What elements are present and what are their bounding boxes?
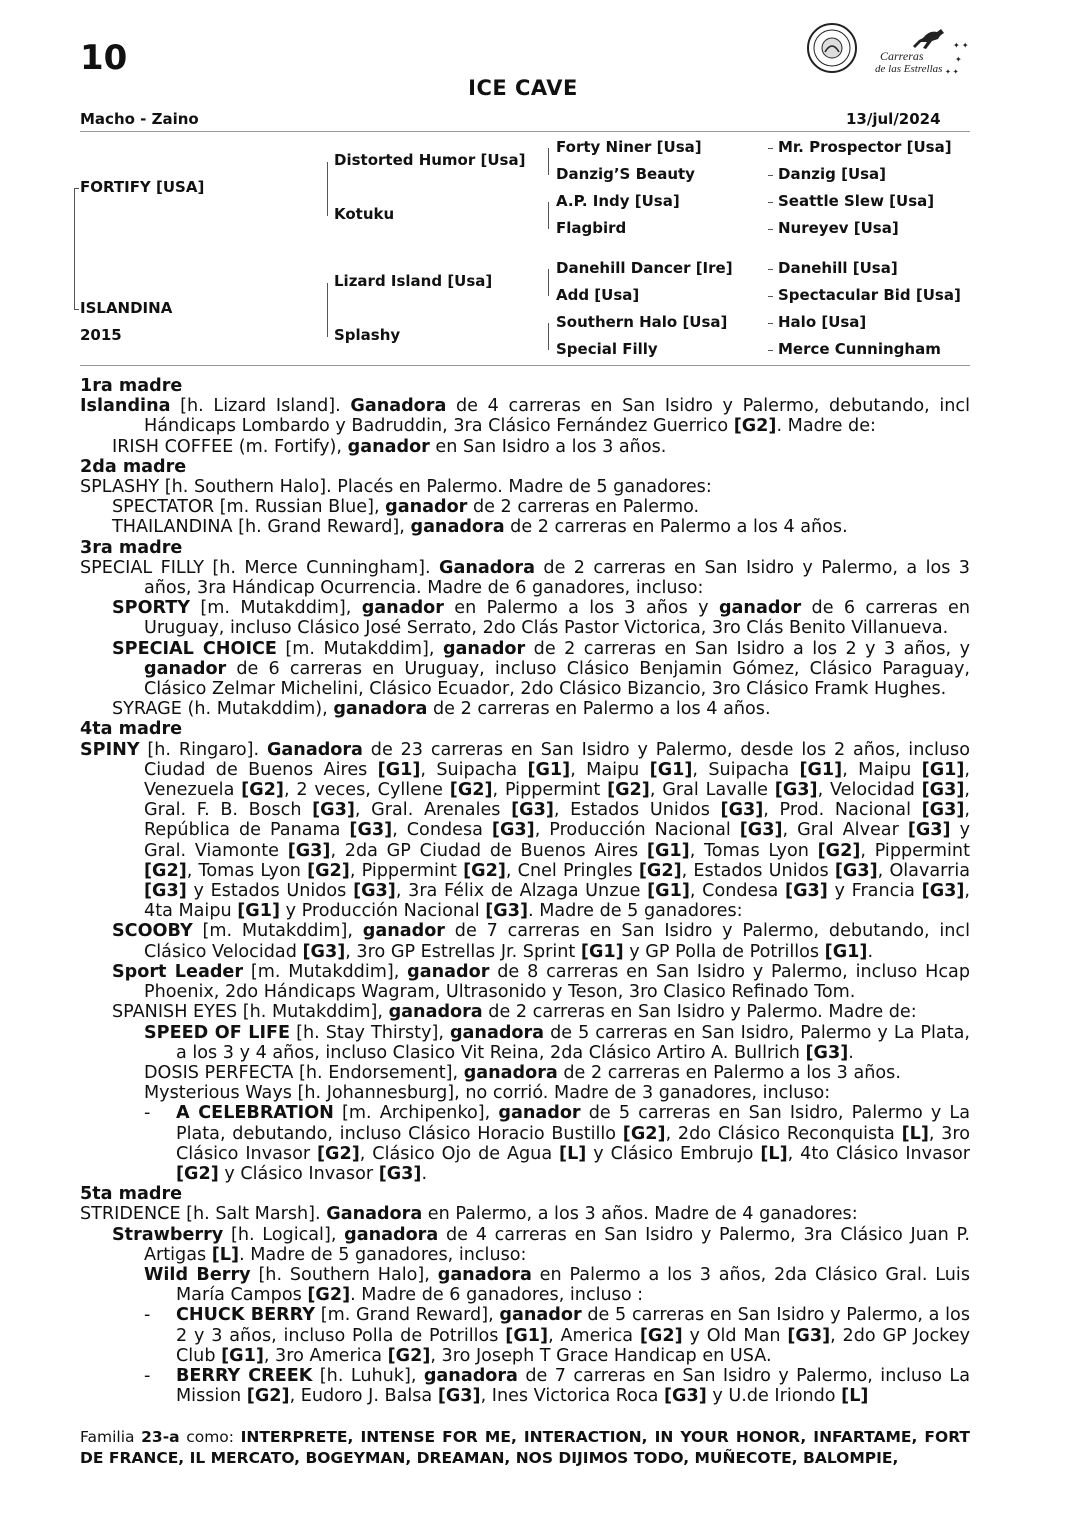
pedigree-g3-1: Forty Niner [Usa] (556, 138, 702, 156)
pedigree-g2-3: Lizard Island [Usa] (334, 272, 493, 290)
svg-text:✦ ✦: ✦ ✦ (953, 41, 969, 50)
svg-text:✦: ✦ (955, 55, 962, 64)
heading-1ra-madre: 1ra madre (80, 376, 183, 396)
divider-pedigree (80, 365, 970, 366)
heading-3ra-madre: 3ra madre (80, 537, 183, 558)
family-footer (80, 1427, 970, 1469)
produce-entry: - BERRY CREEK [h. Luhuk], ganadora de 7 carreras en San Isidro y Palermo, incluso La Mission [G2], Eudoro J. Balsa [G3], Ines Victorica Roca [G3] y U.de Iriondo [L] (144, 1365, 970, 1407)
third-dam-entry: SPECIAL FILLY [h. Merce Cunningham]. Ganadora de 2 carreras en San Isidro y Palermo, a los 3 años, 3ra Hándicap Ocurrencia. Madre de 6 ganadores, incluso: (80, 557, 970, 599)
svg-text:Carreras: Carreras (880, 49, 924, 63)
pedigree-g4-4: Nureyev [Usa] (778, 219, 899, 237)
horse-name: ICE CAVE (468, 76, 578, 100)
pedigree-g4-5: Danehill [Usa] (778, 259, 898, 277)
produce-entry: Wild Berry [h. Southern Halo], ganadora en Palermo a los 3 años, 2da Clásico Gral. Luis María Campos [G2]. Madre de 6 ganadores, incluso : (144, 1264, 970, 1306)
familia-number: 23-a (141, 1428, 180, 1446)
sale-date: 13/jul/2024 (846, 110, 941, 128)
heading-4ta-madre: 4ta madre (80, 719, 183, 740)
pedigree-g4-7: Halo [Usa] (778, 313, 867, 331)
produce-entry: SPORTY [m. Mutakddim], ganador en Palermo a los 3 años y ganador de 6 carreras en Uruguay, incluso Clásico José Serrato, 2do Clás Pastor Victorica, 3ro Clás Benito Villanueva. (112, 598, 970, 639)
produce-entry: Mysterious Ways [h. Johannesburg], no corrió. Madre de 3 ganadores, incluso: (144, 1083, 831, 1104)
fifth-dam-entry: STRIDENCE [h. Salt Marsh]. Ganadora en Palermo, a los 3 años. Madre de 4 ganadores: (80, 1204, 858, 1225)
produce-entry: - A CELEBRATION [m. Archipenko], ganador de 5 carreras en San Isidro, Palermo y La Plata, debutando, incluso Clásico Horacio Bustillo [G2], 2do Clásico Reconquista [L], 3ro Clásico Invasor [G2], Clásico Ojo de Agua [L] y Clásico Embrujo [L], 4to Clásico Invasor [G2] y Clásico Invasor [G3]. (144, 1103, 971, 1184)
pedigree-g3-8: Special Filly (556, 340, 658, 358)
produce-entry: SPEED OF LIFE [h. Stay Thirsty], ganadora de 5 carreras en San Isidro, Palermo y La Plata, a los 3 y 4 años, incluso Clasico Vit Reina, 2da Clásico Artiro A. Bullrich [G3]. (144, 1022, 970, 1063)
pedigree-g4-1: Mr. Prospector [Usa] (778, 138, 952, 156)
pedigree-g2-1: Distorted Humor [Usa] (334, 151, 526, 169)
fourth-dam-entry: SPINY [h. Ringaro]. Ganadora de 23 carreras en San Isidro y Palermo, desde los 2 años, incluso Ciudad de Buenos Aires [G1], Suipacha [G1], Maipu [G1], Suipacha [G1], Maipu [G1], Venezuela [G2], 2 veces, Cyllene [G2], Pippermint [G2], Gral Lavalle [G3], Velocidad [G3], Gral. F. B. Bosch [G3], Gral. Arenales [G3], Estados Unidos [G3], Prod. Nacional [G3], República de Panama [G3], Condesa [G3], Producción Nacional [G3], Gral Alvear [G3] y Gral. Viamonte [G3], 2da GP Ciudad de Buenos Aires [G1], Tomas Lyon [G2], Pippermint [G2], Tomas Lyon [G2], Pippermint [G2], Cnel Pringles [G2], Estados Unidos [G3], Olavarria [G3] y Estados Unidos [G3], 3ra Félix de Alzaga Unzue [G1], Condesa [G3] y Francia [G3], 4ta Maipu [G1] y Producción Nacional [G3]. Madre de 5 ganadores: (80, 739, 971, 922)
heading-5ta-madre: 5ta madre (80, 1184, 183, 1205)
pedigree-g2-2: Kotuku (334, 205, 395, 223)
familia-como: como: (179, 1428, 241, 1446)
produce-entry: SCOOBY [m. Mutakddim], ganador de 7 carreras en San Isidro y Palermo, debutando, incl Clásico Velocidad [G3], 3ro GP Estrellas Jr. Sprint [G1] y GP Polla de Potrillos [G1]. (112, 921, 970, 962)
dam-name: ISLANDINA (80, 299, 173, 317)
produce-entry: Sport Leader [m. Mutakddim], ganador de 8 carreras en San Isidro y Palermo, incluso Hcap Phoenix, 2do Hándicaps Wagram, Ultrasonido y Teson, 3ro Clasico Refinado Tom. (112, 961, 970, 1003)
pedigree-g2-4: Splashy (334, 326, 401, 344)
produce-entry: Strawberry [h. Logical], ganadora de 4 carreras en San Isidro y Palermo, 3ra Clásico Juan P. Artigas [L]. Madre de 5 ganadores, incluso: (112, 1224, 971, 1265)
dam-year: 2015 (80, 326, 122, 344)
pedigree-g4-3: Seattle Slew [Usa] (778, 192, 935, 210)
pedigree-g3-2: Danzig’S Beauty (556, 165, 695, 183)
produce-entry: - CHUCK BERRY [m. Grand Reward], ganador de 5 carreras en San Isidro y Palermo, a los 2 y 3 años, incluso Polla de Potrillos [G1], America [G2] y Old Man [G3], 2do GP Jockey Club [G1], 3ro America [G2], 3ro Joseph T Grace Handicap en USA. (144, 1305, 970, 1366)
produce-entry: SPANISH EYES [h. Mutakddim], ganadora de 2 carreras en San Isidro y Palermo. Madre de: (112, 1002, 917, 1023)
familia-names: INTERPRETE, INTENSE FOR ME, INTERACTION, IN YOUR HONOR, INFARTAME, FORT DE FRANCE, IL MERCATO, BOGEYMAN, DREAMAN, NOS DIJIMOS TODO, MUÑECOTE, BALOMPIE, (80, 1428, 971, 1467)
produce-entry: SPECTATOR [m. Russian Blue], ganador de 2 carreras en Palermo. (112, 497, 700, 518)
lot-number: 10 (80, 38, 128, 78)
pedigree-g3-7: Southern Halo [Usa] (556, 313, 728, 331)
produce-entry: SYRAGE (h. Mutakddim), ganadora de 2 carreras en Palermo a los 4 años. (112, 699, 771, 720)
divider-top (80, 131, 970, 132)
family-text (80, 376, 970, 1406)
breeders-cup-seal-icon (805, 18, 975, 78)
sale-logos (805, 18, 975, 78)
produce-entry: IRISH COFFEE (m. Fortify), ganador en San Isidro a los 3 años. (112, 436, 667, 457)
svg-text:de las Estrellas: de las Estrellas (875, 63, 943, 75)
produce-entry: THAILANDINA [h. Grand Reward], ganadora de 2 carreras en Palermo a los 4 años. (112, 517, 848, 538)
pedigree-g3-3: A.P. Indy [Usa] (556, 192, 680, 210)
pedigree-g4-8: Merce Cunningham (778, 340, 941, 358)
pedigree-g4-6: Spectacular Bid [Usa] (778, 286, 961, 304)
pedigree-g3-5: Danehill Dancer [Ire] (556, 259, 733, 277)
pedigree-g3-4: Flagbird (556, 219, 627, 237)
sex-color: Macho - Zaino (80, 110, 199, 128)
heading-2da-madre: 2da madre (80, 456, 187, 477)
svg-text:✦ ✦: ✦ ✦ (945, 69, 959, 76)
produce-entry: DOSIS PERFECTA [h. Endorsement], ganadora de 2 carreras en Palermo a los 3 años. (144, 1062, 901, 1083)
granddam-entry: SPLASHY [h. Southern Halo]. Placés en Palermo. Madre de 5 ganadores: (80, 477, 712, 498)
familia-label: Familia (80, 1428, 142, 1446)
dam-entry: Islandina [h. Lizard Island]. Ganadora de 4 carreras en San Isidro y Palermo, debutando, incl Hándicaps Lombardo y Badruddin, 3ra Clásico Fernández Guerrico [G2]. Madre de: (80, 396, 970, 437)
sire-name: FORTIFY [USA] (80, 178, 205, 196)
produce-entry: SPECIAL CHOICE [m. Mutakddim], ganador de 2 carreras en San Isidro a los 2 y 3 años, y ganador de 6 carreras en Uruguay, incluso Clásico Benjamin Gómez, Clásico Paraguay, Clásico Zelmar Michelini, Clásico Ecuador, 2do Clásico Bizancio, 3ro Clásico Framk Hughes. (112, 638, 970, 700)
pedigree-g3-6: Add [Usa] (556, 286, 640, 304)
pedigree-g4-2: Danzig [Usa] (778, 165, 887, 183)
